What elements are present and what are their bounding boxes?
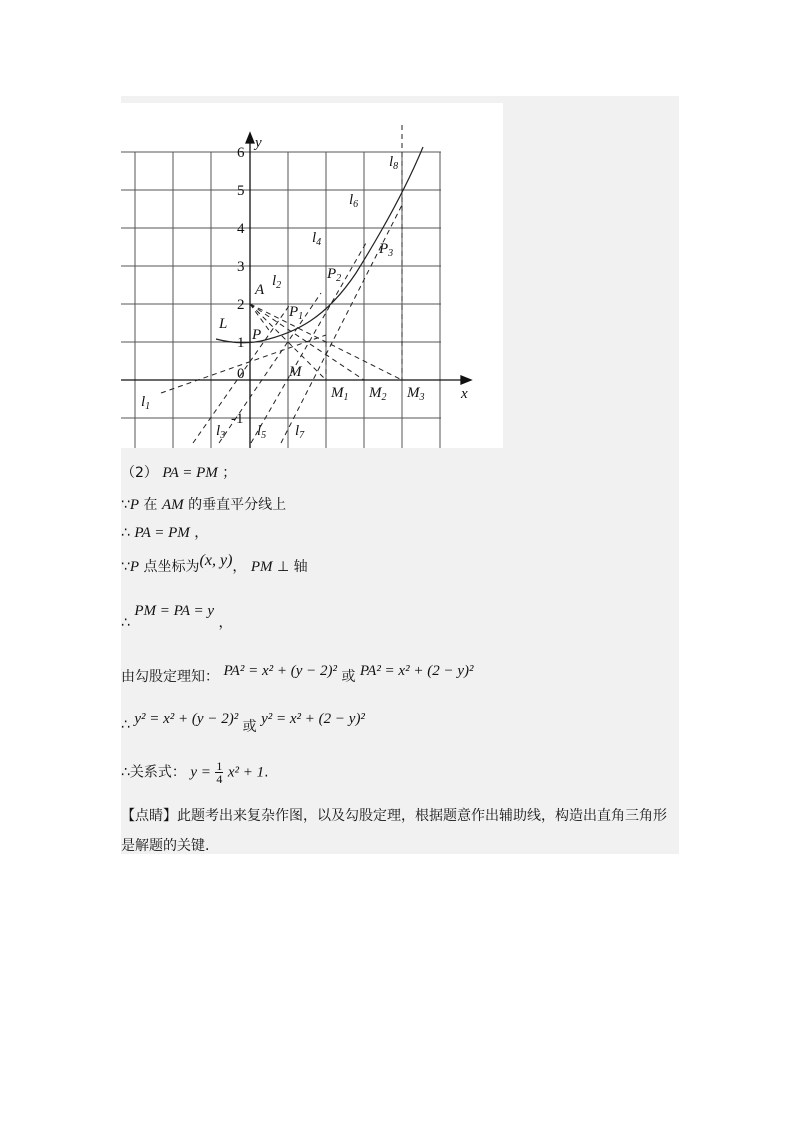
line-l8: $l_8$ (389, 154, 399, 172)
line-l6: $l_6$ (349, 192, 359, 210)
point-M: M (289, 364, 302, 380)
part2-line: （2） PA = PM ； (121, 465, 237, 481)
y-tick-2: 2 (237, 297, 245, 313)
coordinate-figure (121, 103, 503, 448)
origin-label: 0 (237, 366, 245, 382)
y-tick-3: 3 (237, 259, 245, 275)
dashed-lines (161, 125, 403, 443)
y-tick-1: 1 (237, 335, 245, 351)
pythagoras-line: 由勾股定理知： PA² = x² + (y − 2)² 或 PA² = x² + (2 − y)² (121, 663, 474, 685)
line-l4: $l_4$ (312, 230, 322, 248)
relation-line: ∴关系式： y = $\frac{1}{4}$ x² + 1. (121, 759, 269, 786)
y-axis-label: y (255, 135, 262, 151)
therefore-line-3: ∴ y² = x² + (y − 2)² 或 y² = x² + (2 − y)² (121, 711, 365, 735)
grid (121, 152, 441, 448)
y-tick-6: 6 (237, 145, 245, 161)
point-P3: $P_3$ (379, 241, 394, 259)
point-M2: $M_2$ (369, 385, 387, 403)
line-l5: $l_5$ (257, 423, 267, 441)
comment-paragraph: 【点睛】此题考出来复杂作图，以及勾股定理，根据题意作出辅助线，构造出直角三角形是解题的关键. (121, 808, 667, 854)
graph-svg (121, 103, 503, 448)
because-line-2: ∵P 点坐标为(x, y)， PM ⊥ 轴 (121, 552, 308, 575)
point-P2: $P_2$ (327, 266, 342, 284)
line-l3: $l_3$ (216, 423, 226, 441)
therefore-line-2: ∴ PM = PA = y ， (121, 603, 233, 631)
point-P1: $P_1$ (289, 304, 304, 322)
point-P: P (252, 327, 262, 343)
point-M3: $M_3$ (407, 385, 425, 403)
because-line-1: ∵P 在 AM 的垂直平分线上 (121, 497, 287, 513)
line-l1: $l_1$ (141, 394, 151, 412)
x-axis-label: x (461, 386, 468, 402)
point-M1: $M_1$ (331, 385, 349, 403)
point-A: A (255, 282, 265, 298)
curve-L: L (219, 316, 228, 332)
line-l7: $l_7$ (295, 423, 305, 441)
y-tick-5: 5 (237, 183, 245, 199)
y-tick-neg1: -1 (231, 411, 244, 427)
line-l2: $l_2$ (272, 273, 282, 291)
therefore-line-1: ∴ PA = PM ， (121, 525, 209, 541)
fraction-one-quarter: $\frac{1}{4}$ (216, 759, 223, 786)
y-tick-4: 4 (237, 221, 245, 237)
